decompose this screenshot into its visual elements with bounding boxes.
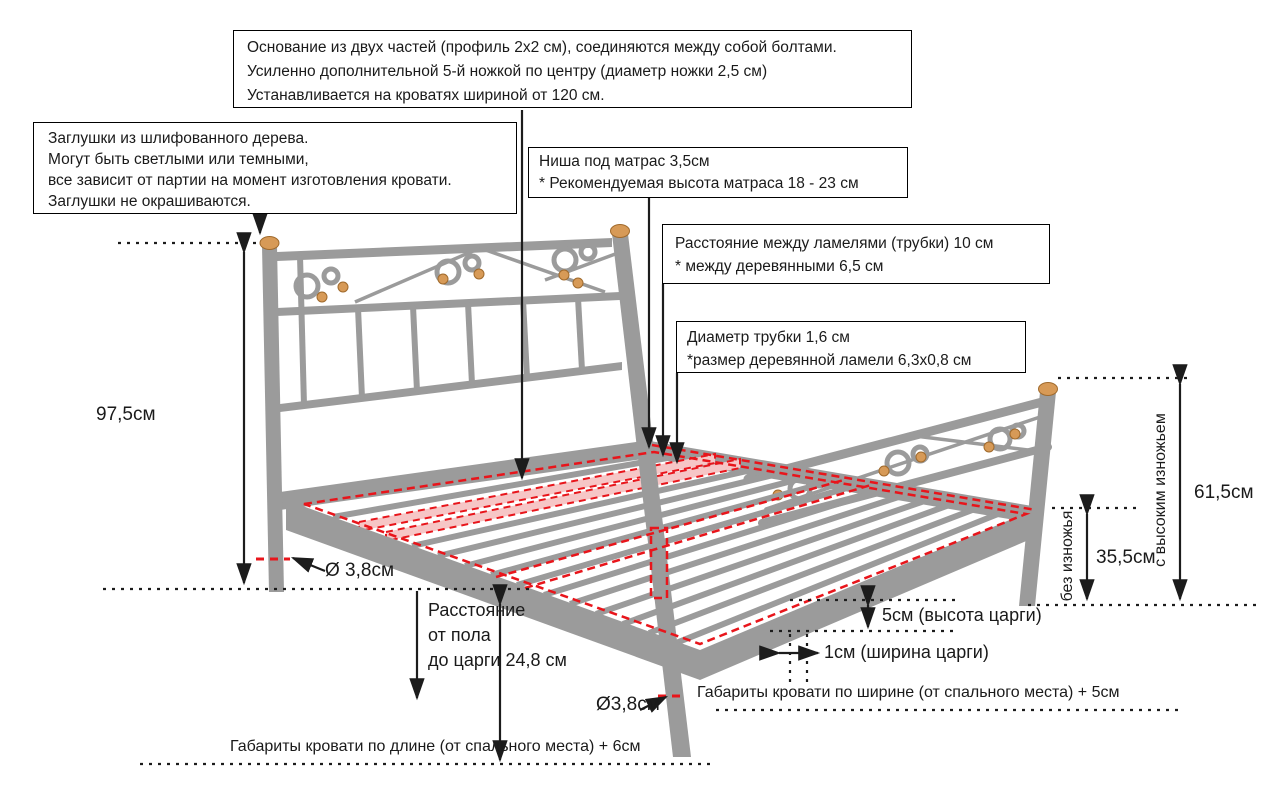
headboard-diagonal	[480, 248, 605, 292]
callout-tube	[676, 321, 1026, 373]
dim-floor-to-rail	[428, 598, 567, 673]
callout-text: Устанавливается на кроватях шириной от 120 см.	[247, 87, 605, 104]
dim-head-leg-diameter: Ø 3,8см	[325, 560, 395, 581]
callout-text: Заглушки из шлифованного дерева.	[48, 130, 309, 147]
wood-cap	[611, 225, 630, 238]
callout-text: Заглушки не окрашиваются.	[48, 193, 251, 210]
footboard-post	[1019, 392, 1056, 606]
dim-text-line: Расстояние	[428, 600, 526, 620]
dim-text-line: до царги 24,8 см	[428, 650, 567, 670]
callout-text: Могут быть светлыми или темными,	[48, 151, 309, 168]
callout-text: Основание из двух частей (профиль 2х2 см), соединяются между собой болтами.	[247, 39, 837, 56]
headboard-band-rail	[277, 292, 620, 316]
callout-text: * между деревянными 6,5 см	[675, 258, 884, 275]
callout-lamels	[662, 224, 1050, 284]
dim-high-footboard-value: 61,5см	[1194, 482, 1254, 503]
pointer-arrow	[293, 558, 325, 571]
headboard-mid-rail	[280, 362, 622, 412]
dim-text-line: от пола	[428, 625, 491, 645]
headboard-far-post	[262, 246, 284, 592]
callout-text: *размер деревянной ламели 6,3х0,8 см	[687, 352, 972, 369]
callout-text: * Рекомендуемая высота матраса 18 - 23 см	[539, 175, 859, 192]
callout-caps	[33, 122, 517, 214]
callout-text: Диаметр трубки 1,6 см	[687, 329, 850, 346]
dim-rail-width: 1см (ширина царги)	[824, 642, 989, 662]
dim-overall-width: Габариты кровати по ширине (от спального места) + 5см	[697, 684, 1120, 701]
dim-no-footboard-value: 35,5см	[1096, 547, 1156, 568]
callout-mattress-niche	[528, 147, 908, 198]
callout-base	[233, 30, 912, 108]
wood-cap	[1039, 383, 1058, 396]
dim-high-footboard-label: с высоким изножьем	[1152, 413, 1169, 567]
dim-overall-length: Габариты кровати по длине (от спального места) + 6см	[230, 738, 641, 755]
dim-front-leg-diameter: Ø3,8см	[596, 694, 660, 715]
callout-text: все зависит от партии на момент изготовления кровати.	[48, 172, 452, 189]
footboard-post-group	[1019, 383, 1058, 607]
callout-text: Усиленно дополнительной 5-й ножкой по центру (диаметр ножки 2,5 см)	[247, 63, 768, 80]
callout-text: Расстояние между ламелями (трубки) 10 см	[675, 235, 994, 252]
dim-headboard-height: 97,5см	[96, 404, 156, 425]
callout-text: Ниша под матрас 3,5см	[539, 153, 710, 170]
dim-no-footboard-label: без изножья	[1059, 510, 1076, 602]
wood-cap	[260, 237, 279, 250]
dim-rail-height: 5см (высота царги)	[882, 605, 1042, 625]
